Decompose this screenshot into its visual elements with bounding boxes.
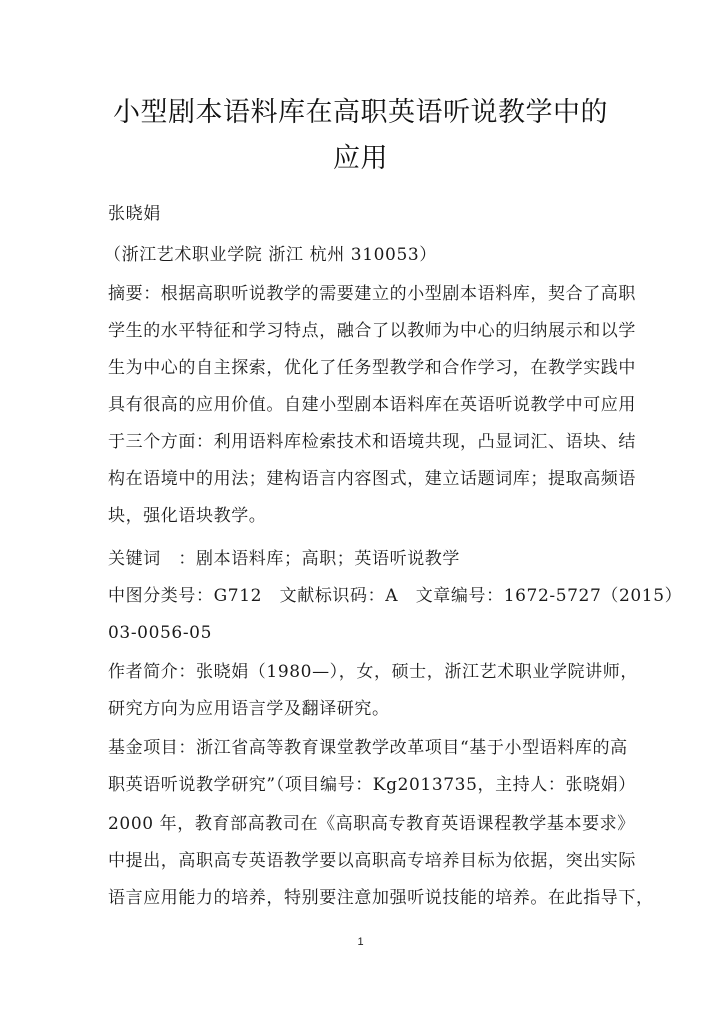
- fund-line: 基金项目：浙江省高等教育课堂教学改革项目“基于小型语料库的高: [108, 738, 628, 758]
- classification-line: 中图分类号：G712 文献标识码：A 文章编号：1672-5727（2015）: [108, 586, 683, 606]
- title-line-1: 小型剧本语料库在高职英语听说教学中的: [113, 97, 608, 128]
- abstract-line: 摘要：根据高职听说教学的需要建立的小型剧本语料库，契合了高职: [108, 284, 636, 304]
- title-line-2: 应用: [333, 143, 388, 174]
- classification-line: 03-0056-05: [108, 623, 213, 643]
- keywords: 关键词 ：剧本语料库；高职；英语听说教学: [108, 549, 460, 569]
- paper-title: [100, 90, 621, 182]
- abstract-line: 学生的水平特征和学习特点，融合了以教师为中心的归纳展示和以学: [108, 321, 636, 341]
- abstract-line: 生为中心的自主探索，优化了任务型教学和合作学习，在教学实践中: [108, 358, 636, 378]
- page-number: 1: [357, 936, 364, 948]
- abstract-line: 具有很高的应用价值。自建小型剧本语料库在英语听说教学中可应用: [108, 395, 636, 415]
- abstract-line: 于三个方面：利用语料库检索技术和语境共现，凸显词汇、语块、结: [108, 432, 636, 452]
- author-affiliation: （浙江艺术职业学院 浙江 杭州 310053）: [104, 245, 437, 265]
- author-bio-line: 作者简介：张晓娟（1980—），女，硕士，浙江艺术职业学院讲师，: [108, 662, 638, 682]
- fund-line: 职英语听说教学研究”（项目编号：Kg2013735，主持人：张晓娟）: [108, 775, 636, 795]
- author-name: 张晓娟: [108, 204, 161, 224]
- abstract-line: 构在语境中的用法；建构语言内容图式，建立话题词库；提取高频语: [108, 469, 636, 489]
- body-line: 中提出，高职高专英语教学要以高职高专培养目标为依据，突出实际: [108, 851, 636, 871]
- author-bio-line: 研究方向为应用语言学及翻译研究。: [108, 699, 390, 719]
- abstract-line: 块，强化语块教学。: [108, 506, 267, 526]
- body-line: 语言应用能力的培养，特别要注意加强听说技能的培养。在此指导下，: [108, 888, 654, 908]
- body-line: 2000 年，教育部高教司在《高职高专教育英语课程教学基本要求》: [108, 814, 635, 834]
